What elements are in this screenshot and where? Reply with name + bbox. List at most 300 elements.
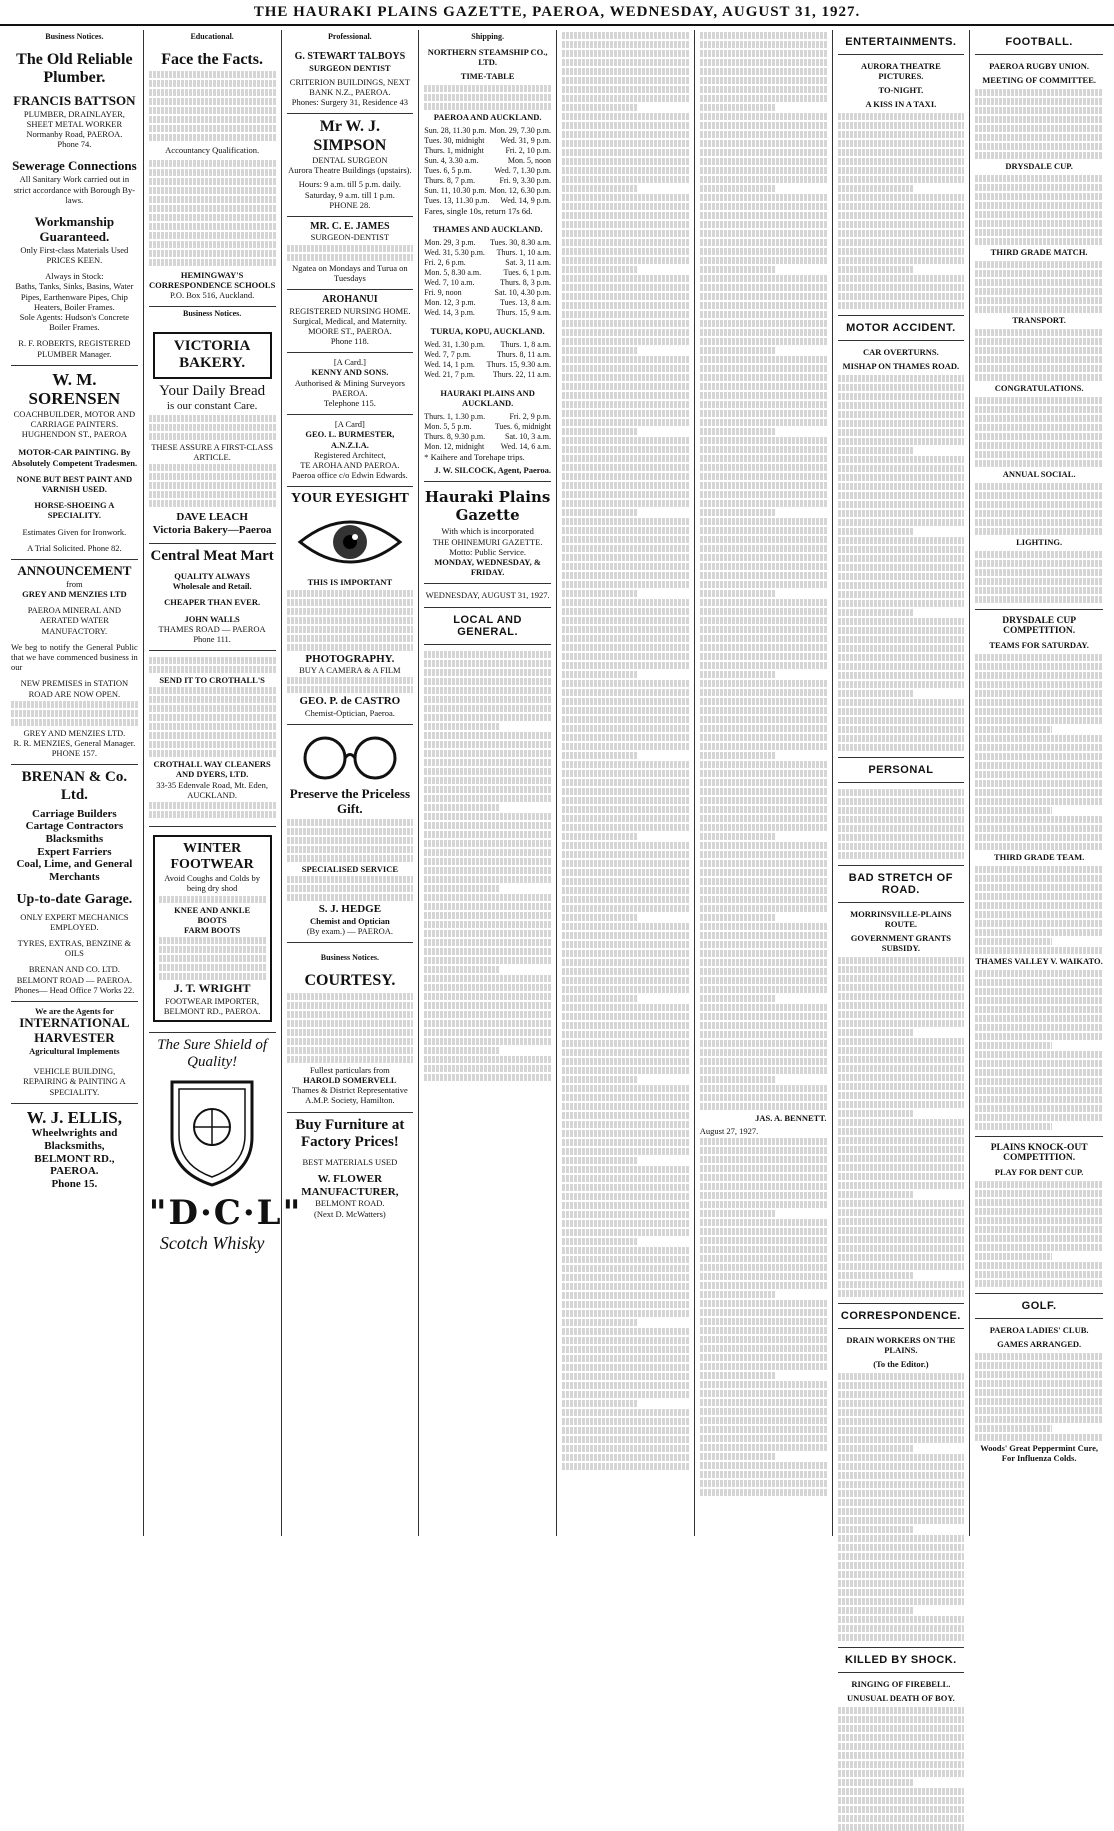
courtesy-ad bbox=[287, 968, 414, 1112]
text-line bbox=[838, 483, 965, 490]
text-line bbox=[838, 834, 965, 841]
text-line bbox=[562, 617, 689, 624]
text-line bbox=[562, 752, 638, 759]
ad-line: Coal, Lime, and General Merchants bbox=[16, 858, 133, 883]
text-line bbox=[700, 563, 827, 570]
text-line bbox=[562, 968, 689, 975]
column-label: Professional. bbox=[328, 32, 372, 41]
text-line bbox=[838, 113, 965, 120]
text-line bbox=[700, 1138, 827, 1145]
text-line bbox=[838, 798, 965, 805]
text-line bbox=[700, 617, 827, 624]
route-title: HAURAKI PLAINS AND AUCKLAND. bbox=[440, 388, 535, 409]
ad-heading: WINTER FOOTWEAR bbox=[170, 841, 254, 873]
text-line bbox=[424, 669, 551, 676]
section-subheading: MORRINSVILLE-PLAINS ROUTE. bbox=[850, 909, 952, 929]
section-heading: KILLED BY SHOCK. bbox=[845, 1654, 957, 1666]
text-line bbox=[975, 460, 1103, 467]
text-line bbox=[838, 645, 965, 652]
text-line bbox=[700, 851, 827, 858]
column-label: Shipping. bbox=[471, 32, 504, 41]
text-line bbox=[424, 903, 551, 910]
text-line bbox=[975, 947, 1103, 954]
section-subheading: (To the Editor.) bbox=[873, 1359, 929, 1369]
text-line bbox=[838, 1391, 965, 1398]
text-line bbox=[562, 860, 689, 867]
text-line bbox=[975, 596, 1103, 603]
text-line bbox=[700, 293, 827, 300]
column-4 bbox=[419, 30, 557, 1536]
text-line bbox=[838, 1625, 965, 1632]
text-line bbox=[562, 1337, 689, 1344]
timetable-cell: Tues. 6, 5 p.m. bbox=[424, 166, 472, 175]
text-line bbox=[838, 275, 965, 282]
text-line bbox=[975, 1015, 1103, 1022]
text-line bbox=[838, 284, 965, 291]
timetable-row bbox=[424, 268, 551, 278]
text-line bbox=[562, 896, 689, 903]
text-line bbox=[424, 651, 551, 658]
article-text bbox=[975, 654, 1103, 850]
ad-line: Wheelwrights and Blacksmiths, bbox=[31, 1127, 118, 1152]
text-line bbox=[562, 194, 689, 201]
text-line bbox=[700, 275, 827, 282]
timetable-cell: Fri. 2, 9 p.m. bbox=[509, 412, 551, 422]
text-line bbox=[838, 975, 965, 982]
text-line bbox=[975, 1208, 1103, 1215]
text-line bbox=[424, 1074, 551, 1081]
text-line bbox=[838, 1029, 914, 1036]
timetable-cell: Thurs. 1, 1.30 p.m. bbox=[424, 412, 486, 422]
text-line bbox=[562, 788, 689, 795]
text-line bbox=[424, 930, 551, 937]
text-line bbox=[700, 1336, 827, 1343]
text-line bbox=[975, 866, 1103, 873]
text-line bbox=[700, 338, 827, 345]
text-line bbox=[700, 671, 776, 678]
text-line bbox=[562, 302, 689, 309]
ad-heading: [A Card.] bbox=[333, 357, 366, 368]
text-line bbox=[700, 887, 827, 894]
text-line bbox=[700, 149, 827, 156]
text-line bbox=[975, 211, 1103, 218]
text-line bbox=[975, 911, 1103, 918]
timetable-row bbox=[424, 298, 551, 308]
text-line bbox=[424, 750, 551, 757]
text-line bbox=[562, 905, 689, 912]
article-text bbox=[838, 113, 965, 309]
article-text bbox=[838, 375, 965, 751]
hedge-ad bbox=[287, 725, 414, 943]
timetable-cell: Mon. 5, noon bbox=[507, 156, 551, 165]
text-line bbox=[562, 446, 689, 453]
text-line bbox=[975, 1253, 1052, 1260]
text-line bbox=[700, 221, 827, 228]
text-line bbox=[975, 551, 1103, 558]
text-line bbox=[838, 158, 965, 165]
ad-line: Phone 74. bbox=[57, 139, 92, 150]
text-line bbox=[700, 707, 827, 714]
text-line bbox=[700, 1165, 827, 1172]
text-line bbox=[838, 690, 914, 697]
text-line bbox=[700, 518, 827, 525]
ad-line: TE AROHA AND PAEROA. bbox=[300, 459, 400, 470]
shield-icon bbox=[149, 1077, 276, 1187]
section-subheading: THIRD GRADE MATCH. bbox=[990, 247, 1088, 257]
section-subheading: GAMES ARRANGED. bbox=[997, 1339, 1082, 1349]
timetable-cell: Fri. 2, 6 p.m. bbox=[424, 258, 466, 268]
timetable-row bbox=[424, 288, 551, 298]
text-line bbox=[562, 977, 689, 984]
text-line bbox=[838, 447, 914, 454]
route-title: PAEROA AND AUCKLAND. bbox=[433, 112, 542, 122]
text-line bbox=[975, 560, 1103, 567]
brand-name: "D·C·L" bbox=[148, 1193, 303, 1234]
text-line bbox=[838, 966, 965, 973]
text-line bbox=[700, 788, 827, 795]
text-line bbox=[562, 410, 689, 417]
text-line bbox=[700, 392, 827, 399]
section-subheading: PLAY FOR DENT CUP. bbox=[994, 1167, 1084, 1177]
timetable-row bbox=[424, 442, 551, 452]
text-line bbox=[975, 510, 1103, 517]
ad-line: MANUFACTURER, bbox=[301, 1185, 399, 1198]
text-line bbox=[700, 113, 827, 120]
text-line bbox=[700, 1255, 827, 1262]
section-subheading: THIRD GRADE TEAM. bbox=[993, 852, 1085, 862]
text-line bbox=[838, 1020, 965, 1027]
ad-line: DAVE LEACH bbox=[176, 511, 248, 524]
text-line bbox=[562, 1400, 638, 1407]
text-line bbox=[700, 743, 827, 750]
text-line bbox=[562, 1166, 689, 1173]
text-line bbox=[424, 804, 500, 811]
text-line bbox=[700, 680, 827, 687]
text-line bbox=[424, 705, 551, 712]
james-ad bbox=[287, 217, 414, 290]
text-line bbox=[975, 834, 1103, 841]
article-text bbox=[975, 866, 1103, 954]
ad-heading: BRENAN & Co. Ltd. bbox=[21, 769, 128, 803]
text-line bbox=[700, 797, 827, 804]
text-line bbox=[424, 813, 551, 820]
text-line bbox=[838, 609, 914, 616]
text-line bbox=[975, 1181, 1103, 1188]
text-line bbox=[975, 753, 1103, 760]
text-line bbox=[838, 1191, 914, 1198]
text-line bbox=[700, 1372, 776, 1379]
text-line bbox=[562, 392, 689, 399]
text-line bbox=[700, 1408, 827, 1415]
text-line bbox=[975, 1371, 1103, 1378]
text-line bbox=[562, 293, 689, 300]
section-heading: PLAINS KNOCK-OUT COMPETITION. bbox=[990, 1143, 1088, 1163]
section-subheading: MEETING OF COMMITTEE. bbox=[982, 75, 1096, 85]
text-line bbox=[838, 1535, 965, 1542]
ad-line: COACHBUILDER, MOTOR AND CARRIAGE PAINTERS. bbox=[13, 408, 136, 429]
text-line bbox=[700, 1049, 827, 1056]
wright-footwear-ad bbox=[149, 827, 276, 1033]
text-line bbox=[562, 167, 689, 174]
text-line bbox=[838, 1146, 965, 1153]
text-line bbox=[424, 1056, 551, 1063]
timetable-row bbox=[424, 166, 551, 176]
text-line bbox=[562, 806, 689, 813]
text-line bbox=[700, 212, 827, 219]
text-line bbox=[700, 401, 827, 408]
ad-line: 33-35 Edenvale Road, Mt. Eden, AUCKLAND. bbox=[156, 779, 268, 800]
text-line bbox=[838, 1272, 914, 1279]
text-line bbox=[838, 600, 965, 607]
text-line bbox=[838, 1553, 965, 1560]
text-line bbox=[562, 608, 689, 615]
text-line bbox=[562, 419, 689, 426]
text-line bbox=[562, 482, 689, 489]
section-subheading: CONGRATULATIONS. bbox=[994, 383, 1084, 393]
text-line bbox=[975, 356, 1103, 363]
text-line bbox=[975, 306, 1103, 313]
text-line bbox=[562, 1067, 689, 1074]
text-line bbox=[562, 221, 689, 228]
ad-heading: VICTORIA BAKERY. bbox=[173, 338, 251, 372]
text-line bbox=[838, 1418, 965, 1425]
text-line bbox=[424, 678, 551, 685]
text-line bbox=[975, 116, 1103, 123]
text-line bbox=[562, 1148, 689, 1155]
text-line bbox=[838, 1598, 965, 1605]
ad-line: GEO. L. BURMESTER, A.N.Z.I.A. bbox=[305, 429, 395, 450]
text-line bbox=[562, 59, 689, 66]
text-line bbox=[975, 587, 1103, 594]
text-line bbox=[838, 248, 965, 255]
text-line bbox=[838, 1128, 965, 1135]
ad-line: CRITERION BUILDINGS, NEXT BANK N.Z., PAEROA. bbox=[289, 76, 410, 97]
route-title: TURUA, KOPU, AUCKLAND. bbox=[430, 326, 545, 337]
ad-line: We beg to notify the General Public that we have commenced business in our bbox=[11, 641, 138, 673]
article-text bbox=[975, 551, 1103, 603]
text-line bbox=[975, 1271, 1103, 1278]
text-line bbox=[562, 275, 689, 282]
text-line bbox=[424, 867, 551, 874]
ad-line: PLUMBER, DRAINLAYER, SHEET METAL WORKER bbox=[23, 108, 125, 129]
text-line bbox=[700, 239, 827, 246]
ad-line: Registered Architect, bbox=[313, 449, 386, 460]
text-line bbox=[975, 970, 1103, 977]
text-line bbox=[838, 618, 965, 625]
ad-line: Baths, Tanks, Sinks, Basins, Water Pipes, Earthenware Pipes, Chip Heaters, Boiler Frames. bbox=[15, 281, 134, 312]
text-line bbox=[975, 238, 1103, 245]
text-line bbox=[700, 1085, 827, 1092]
ad-heading: Workmanship Guaranteed. bbox=[34, 213, 115, 244]
text-line bbox=[975, 98, 1103, 105]
text-line bbox=[975, 1416, 1103, 1423]
text-line bbox=[975, 1199, 1103, 1206]
text-line bbox=[838, 411, 965, 418]
text-line bbox=[562, 1040, 689, 1047]
text-line bbox=[700, 86, 827, 93]
text-line bbox=[562, 1022, 689, 1029]
ad-line: J. T. WRIGHT bbox=[173, 981, 251, 996]
text-line bbox=[700, 365, 827, 372]
text-line bbox=[700, 995, 776, 1002]
text-line bbox=[700, 833, 776, 840]
harvester-ad bbox=[11, 1002, 138, 1104]
text-line bbox=[562, 725, 689, 732]
ad-line: BELMONT ROAD. bbox=[315, 1198, 385, 1209]
text-line bbox=[975, 134, 1103, 141]
text-line bbox=[562, 545, 689, 552]
text-line bbox=[975, 1380, 1103, 1387]
text-line bbox=[700, 1489, 827, 1496]
section-subheading: THAMES VALLEY V. WAIKATO. bbox=[975, 956, 1103, 966]
text-line bbox=[838, 984, 965, 991]
ad-line: PAEROA. bbox=[332, 387, 368, 398]
text-line bbox=[700, 104, 776, 111]
timetable-cell: Mon. 12, midnight bbox=[424, 442, 485, 452]
text-line bbox=[838, 1824, 965, 1831]
timetable-cell: Mon. 5, 5 p.m. bbox=[424, 422, 472, 432]
text-line bbox=[700, 1228, 827, 1235]
text-line bbox=[424, 687, 551, 694]
text-line bbox=[838, 402, 965, 409]
ad-line: HORSE-SHOEING A SPECIALITY. bbox=[34, 500, 115, 521]
paper-title: Hauraki Plains Gazette bbox=[424, 488, 551, 525]
text-line bbox=[700, 59, 827, 66]
text-line bbox=[838, 1707, 965, 1714]
text-line bbox=[975, 347, 1103, 354]
text-line bbox=[838, 744, 965, 751]
text-line bbox=[424, 948, 551, 955]
text-line bbox=[562, 554, 689, 561]
text-line bbox=[562, 1328, 689, 1335]
text-line bbox=[562, 95, 689, 102]
ad-line: W. FLOWER bbox=[317, 1173, 383, 1186]
text-line bbox=[562, 689, 689, 696]
text-line bbox=[562, 734, 689, 741]
ad-line: KNEE AND ANKLE BOOTS bbox=[174, 904, 251, 925]
text-line bbox=[562, 572, 689, 579]
text-line bbox=[562, 1346, 689, 1353]
text-line bbox=[700, 1480, 827, 1487]
ad-line: Expert Farriers bbox=[37, 845, 112, 858]
text-line bbox=[562, 1238, 638, 1245]
text-line bbox=[562, 581, 689, 588]
text-line bbox=[562, 230, 689, 237]
text-line bbox=[700, 464, 827, 471]
text-line bbox=[838, 1716, 965, 1723]
text-line bbox=[700, 698, 827, 705]
text-line bbox=[700, 581, 827, 588]
timetable-cell: Wed. 14, 1 p.m. bbox=[424, 360, 475, 370]
ad-heading: ANNOUNCEMENT bbox=[17, 562, 132, 578]
text-line bbox=[975, 279, 1103, 286]
text-line bbox=[838, 1616, 965, 1623]
text-line bbox=[975, 997, 1103, 1004]
text-line bbox=[562, 1391, 689, 1398]
text-line bbox=[838, 149, 965, 156]
route-title: THAMES AND AUCKLAND. bbox=[432, 224, 543, 235]
text-line bbox=[838, 140, 965, 147]
ad-line: BRENAN AND CO. LTD. bbox=[28, 964, 120, 975]
text-line bbox=[562, 770, 689, 777]
article-text bbox=[838, 789, 965, 859]
text-line bbox=[562, 311, 689, 318]
text-line bbox=[700, 896, 827, 903]
text-line bbox=[562, 185, 638, 192]
text-line bbox=[424, 885, 500, 892]
text-line bbox=[838, 528, 914, 535]
text-line bbox=[838, 699, 965, 706]
article-text bbox=[424, 651, 551, 1081]
text-line bbox=[562, 1229, 689, 1236]
text-line bbox=[838, 1400, 965, 1407]
text-line bbox=[838, 1454, 965, 1461]
text-line bbox=[975, 492, 1103, 499]
text-line bbox=[700, 32, 827, 39]
text-line bbox=[562, 356, 689, 363]
article-text bbox=[975, 483, 1103, 535]
text-line bbox=[700, 1471, 827, 1478]
text-line bbox=[838, 1734, 965, 1741]
text-line bbox=[838, 1002, 965, 1009]
section-subheading: TRANSPORT. bbox=[1012, 315, 1066, 325]
text-line bbox=[838, 843, 965, 850]
text-line bbox=[424, 939, 551, 946]
text-line bbox=[700, 1354, 827, 1361]
text-line bbox=[700, 1192, 827, 1199]
timetable-row bbox=[424, 186, 551, 196]
timetable-cell: Sat. 10, 3 a.m. bbox=[505, 432, 551, 442]
text-line bbox=[562, 1301, 689, 1308]
text-line bbox=[838, 1065, 965, 1072]
text-line bbox=[975, 202, 1103, 209]
section-heading: GOLF. bbox=[1021, 1300, 1057, 1312]
article-text bbox=[975, 89, 1103, 159]
text-line bbox=[838, 591, 965, 598]
text-line bbox=[562, 239, 689, 246]
timetable-cell: Thurs. 8, 3 p.m. bbox=[500, 278, 551, 288]
ad-line: Agricultural Implements bbox=[29, 1046, 120, 1057]
text-line bbox=[700, 185, 776, 192]
text-line bbox=[562, 878, 689, 885]
ad-heading: The Sure Shield of Quality! bbox=[157, 1037, 268, 1071]
text-line bbox=[562, 1112, 689, 1119]
text-line bbox=[562, 1220, 689, 1227]
text-line bbox=[975, 569, 1103, 576]
agent-signature: J. W. SILCOCK, Agent, Paeroa. bbox=[434, 465, 551, 476]
text-line bbox=[700, 1058, 827, 1065]
ad-line: Your Daily Bread bbox=[159, 382, 266, 399]
text-line bbox=[700, 824, 827, 831]
text-line bbox=[562, 1085, 689, 1092]
text-line bbox=[562, 491, 689, 498]
ad-line: REGISTERED NURSING HOME. bbox=[289, 305, 411, 316]
text-line bbox=[838, 1409, 965, 1416]
text-line bbox=[838, 1155, 965, 1162]
text-line bbox=[700, 761, 827, 768]
ad-line: Authorised & Mining Surveyors bbox=[294, 377, 405, 388]
text-line bbox=[700, 932, 827, 939]
text-line bbox=[838, 167, 965, 174]
text-line bbox=[838, 375, 965, 382]
text-line bbox=[975, 789, 1103, 796]
text-line bbox=[562, 1193, 689, 1200]
text-line bbox=[424, 660, 551, 667]
text-line bbox=[838, 555, 965, 562]
kenny-ad bbox=[287, 353, 414, 415]
text-line bbox=[700, 446, 827, 453]
text-line bbox=[700, 1246, 827, 1253]
